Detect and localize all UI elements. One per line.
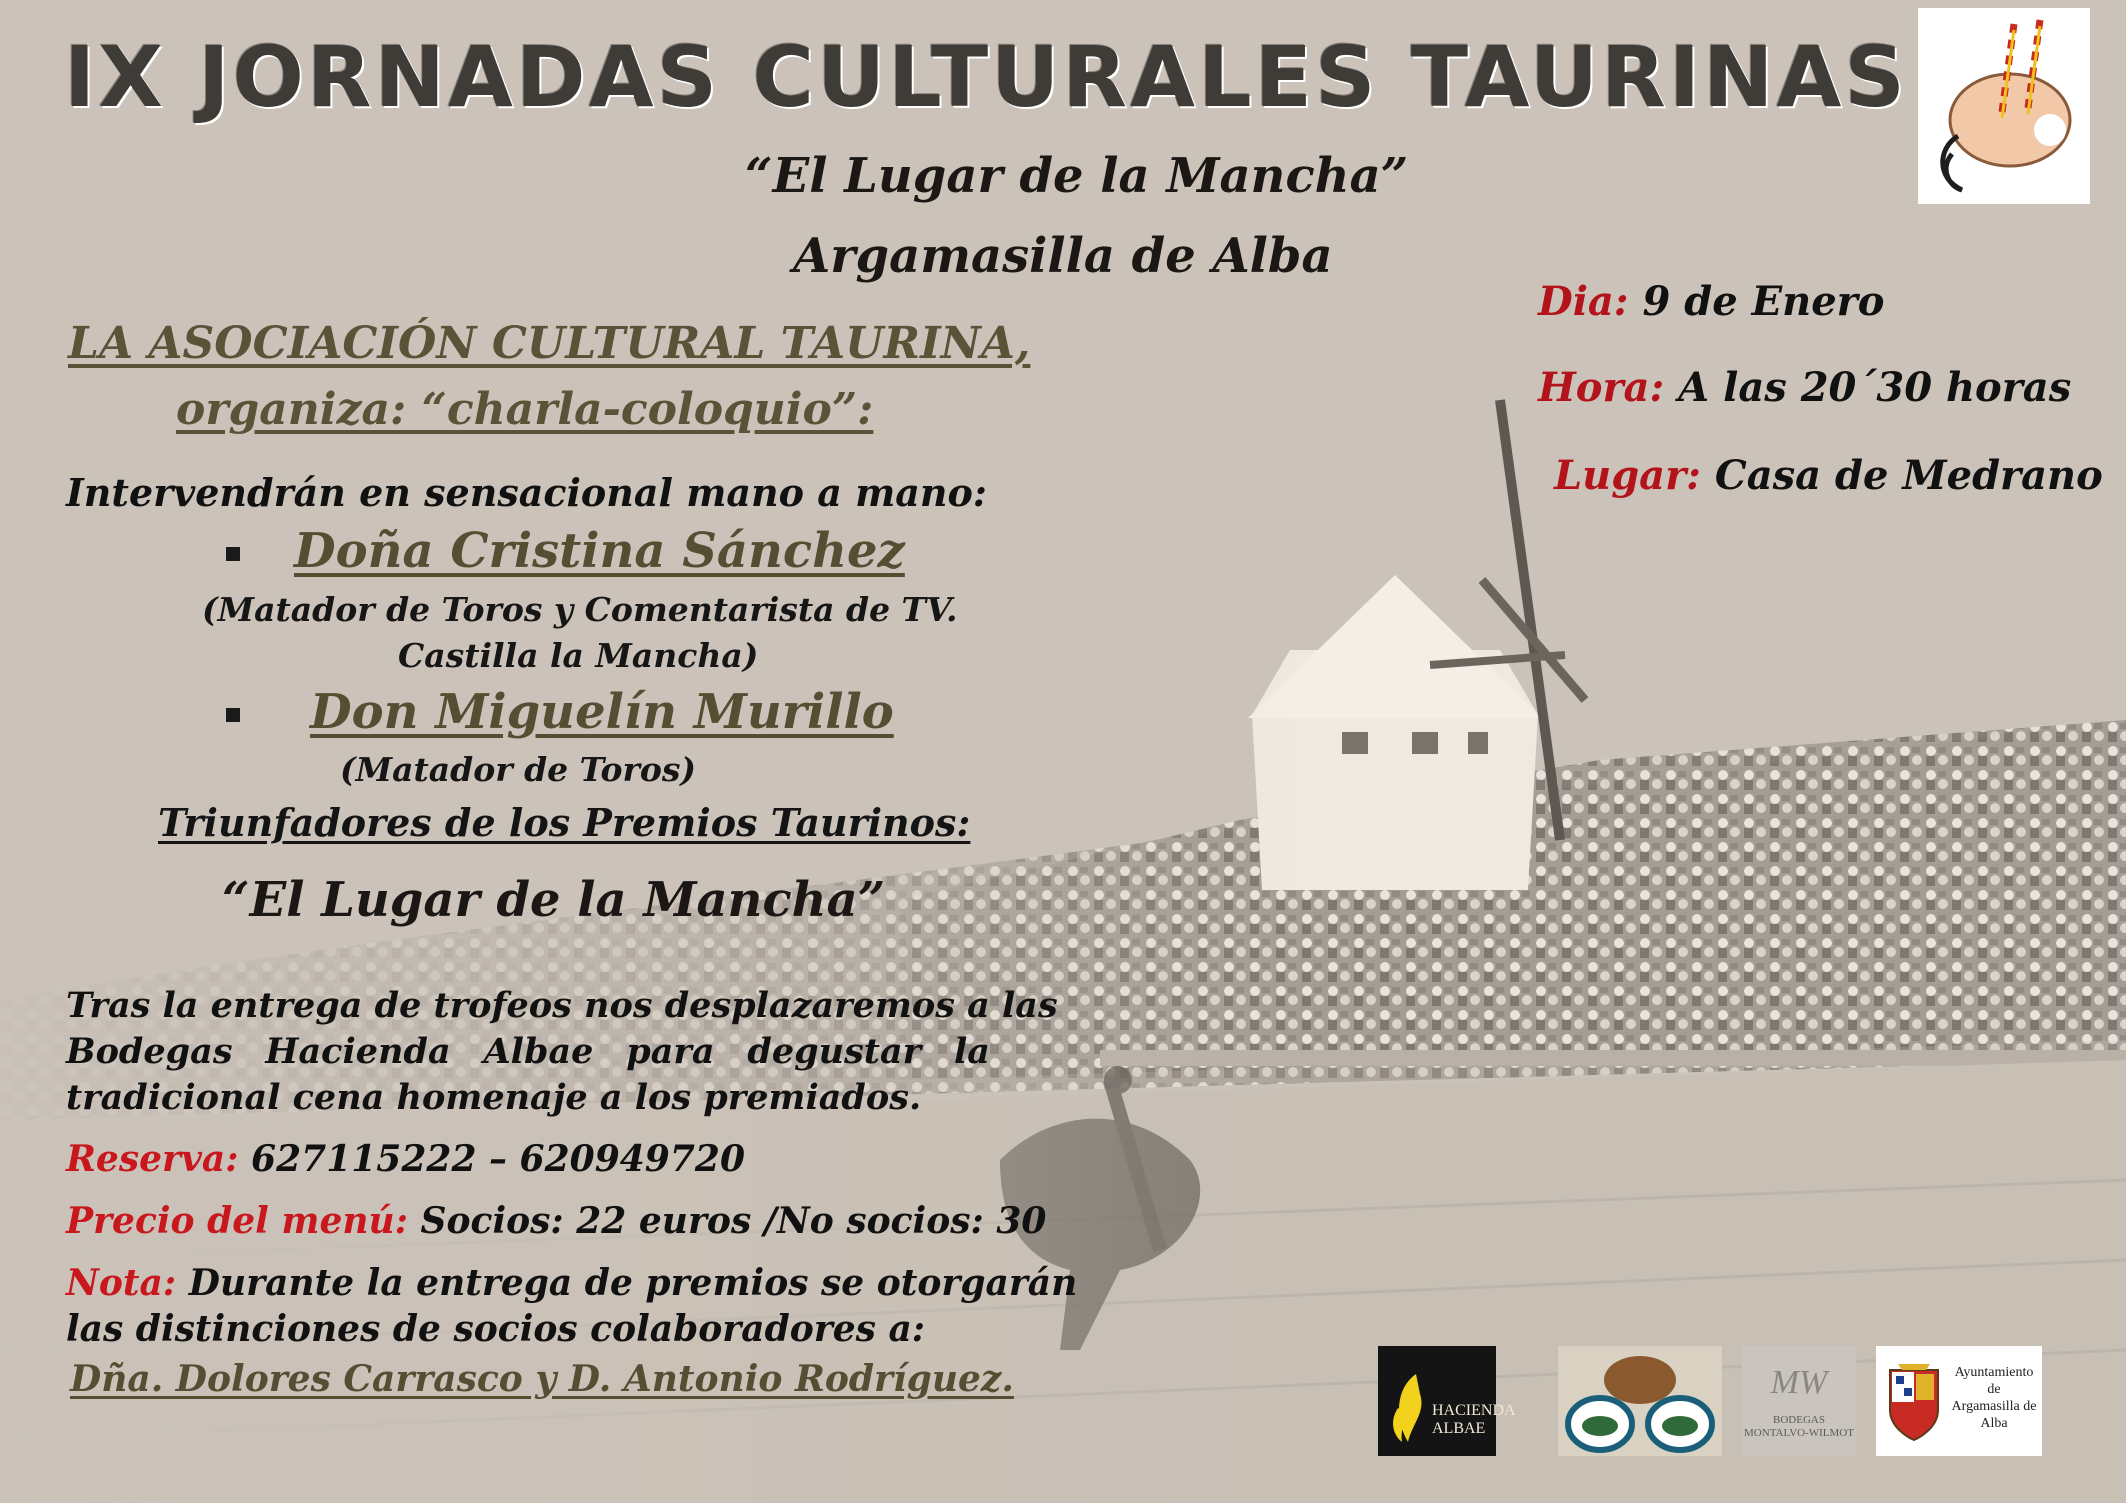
sponsor-ayuntamiento-line: Ayuntamiento (1954, 1365, 2034, 1380)
subtitle-town: Argamasilla de Alba (793, 228, 1333, 284)
sponsor-ayuntamiento-line: Argamasilla de Alba (1951, 1399, 2037, 1431)
event-place-value: Casa de Medrano (1714, 452, 2103, 499)
sponsor-bodegas-logo (1742, 1346, 1856, 1456)
bullet-square-icon (226, 547, 240, 561)
price-value: Socios: 22 euros /No socios: 30 (420, 1200, 1047, 1242)
speaker-description: (Matador de Toros) (340, 750, 697, 789)
reservation-phones: 627115222 – 620949720 (251, 1138, 745, 1180)
paragraph-word: Bodegas (66, 1031, 233, 1072)
paragraph-line: tradicional cena homenaje a los premiados. (66, 1077, 922, 1118)
speaker-name: Don Miguelín Murillo (310, 684, 894, 740)
event-time-label: Hora: (1538, 364, 1665, 411)
sponsor-hacienda-line: HACIENDA (1432, 1402, 1516, 1419)
sponsor-hacienda-line: ALBAE (1432, 1420, 1486, 1437)
reservation-label: Reserva: (66, 1138, 239, 1180)
event-date (1538, 278, 1884, 325)
sponsor-bodegas-line: MONTALVO-WILMOT (1744, 1427, 1854, 1439)
paragraph-line: Tras la entrega de trofeos nos desplazaremos a las (66, 985, 1058, 1026)
speaker-name: Doña Cristina Sánchez (294, 523, 905, 579)
note-text: Durante la entrega de premios se otorgarán (188, 1262, 1078, 1304)
subtitle-lugar: “El Lugar de la Mancha” (745, 148, 1409, 204)
coat-of-arms-icon (1884, 1360, 1944, 1444)
bull-banderillas-logo (1918, 8, 2090, 204)
event-time (1538, 364, 2071, 411)
bullet-square-icon (226, 708, 240, 722)
speaker-description: (Matador de Toros y Comentarista de TV. (202, 590, 958, 629)
speaker-description: Castilla la Mancha) (398, 636, 759, 675)
paragraph-word: degustar (747, 1031, 922, 1072)
honorees: Dña. Dolores Carrasco y D. Antonio Rodríguez. (70, 1358, 1014, 1400)
sponsor-hacienda-albae-logo (1378, 1346, 1516, 1456)
paragraph-word: Hacienda (265, 1031, 451, 1072)
event-date-label: Dia: (1538, 278, 1629, 325)
sponsor-ayuntamiento-text (1946, 1364, 2042, 1432)
event-place-label: Lugar: (1554, 452, 1701, 499)
main-title: IX JORNADAS CULTURALES TAURINAS (64, 28, 1908, 126)
event-place (1554, 452, 2103, 499)
association-heading: LA ASOCIACIÓN CULTURAL TAURINA, (68, 318, 1031, 369)
winners-title: “El Lugar de la Mancha” (222, 872, 886, 928)
sponsor-bodegas-monogram: MW (1770, 1364, 1828, 1401)
sponsor-ayuntamiento-logo (1876, 1346, 2042, 1456)
event-time-value: A las 20´30 horas (1678, 364, 2072, 411)
sponsor-bodegas-text (1742, 1414, 1856, 1440)
paragraph-word: la (953, 1031, 990, 1072)
note-label: Nota: (66, 1262, 177, 1304)
sponsor-hacienda-text (1432, 1402, 1516, 1438)
sponsor-bodegas-line: BODEGAS (1773, 1414, 1825, 1426)
note-line: las distinciones de socios colaboradores a: (66, 1308, 926, 1350)
paragraph-word: para (626, 1031, 715, 1072)
event-date-value: 9 de Enero (1642, 278, 1885, 325)
price-label: Precio del menú: (66, 1200, 408, 1242)
sponsor-ayuntamiento-line: de (1987, 1382, 2001, 1397)
sponsor-cheese-logo (1558, 1346, 1722, 1456)
winners-heading: Triunfadores de los Premios Taurinos: (158, 800, 971, 845)
association-subheading: organiza: “charla-coloquio”: (176, 384, 874, 435)
price-line (66, 1200, 1046, 1242)
paragraph-word: Albae (483, 1031, 594, 1072)
speakers-intro: Intervendrán en sensacional mano a mano: (66, 470, 987, 515)
paragraph-line (66, 1029, 990, 1075)
reservation-line (66, 1138, 745, 1180)
note-line (66, 1262, 1077, 1304)
